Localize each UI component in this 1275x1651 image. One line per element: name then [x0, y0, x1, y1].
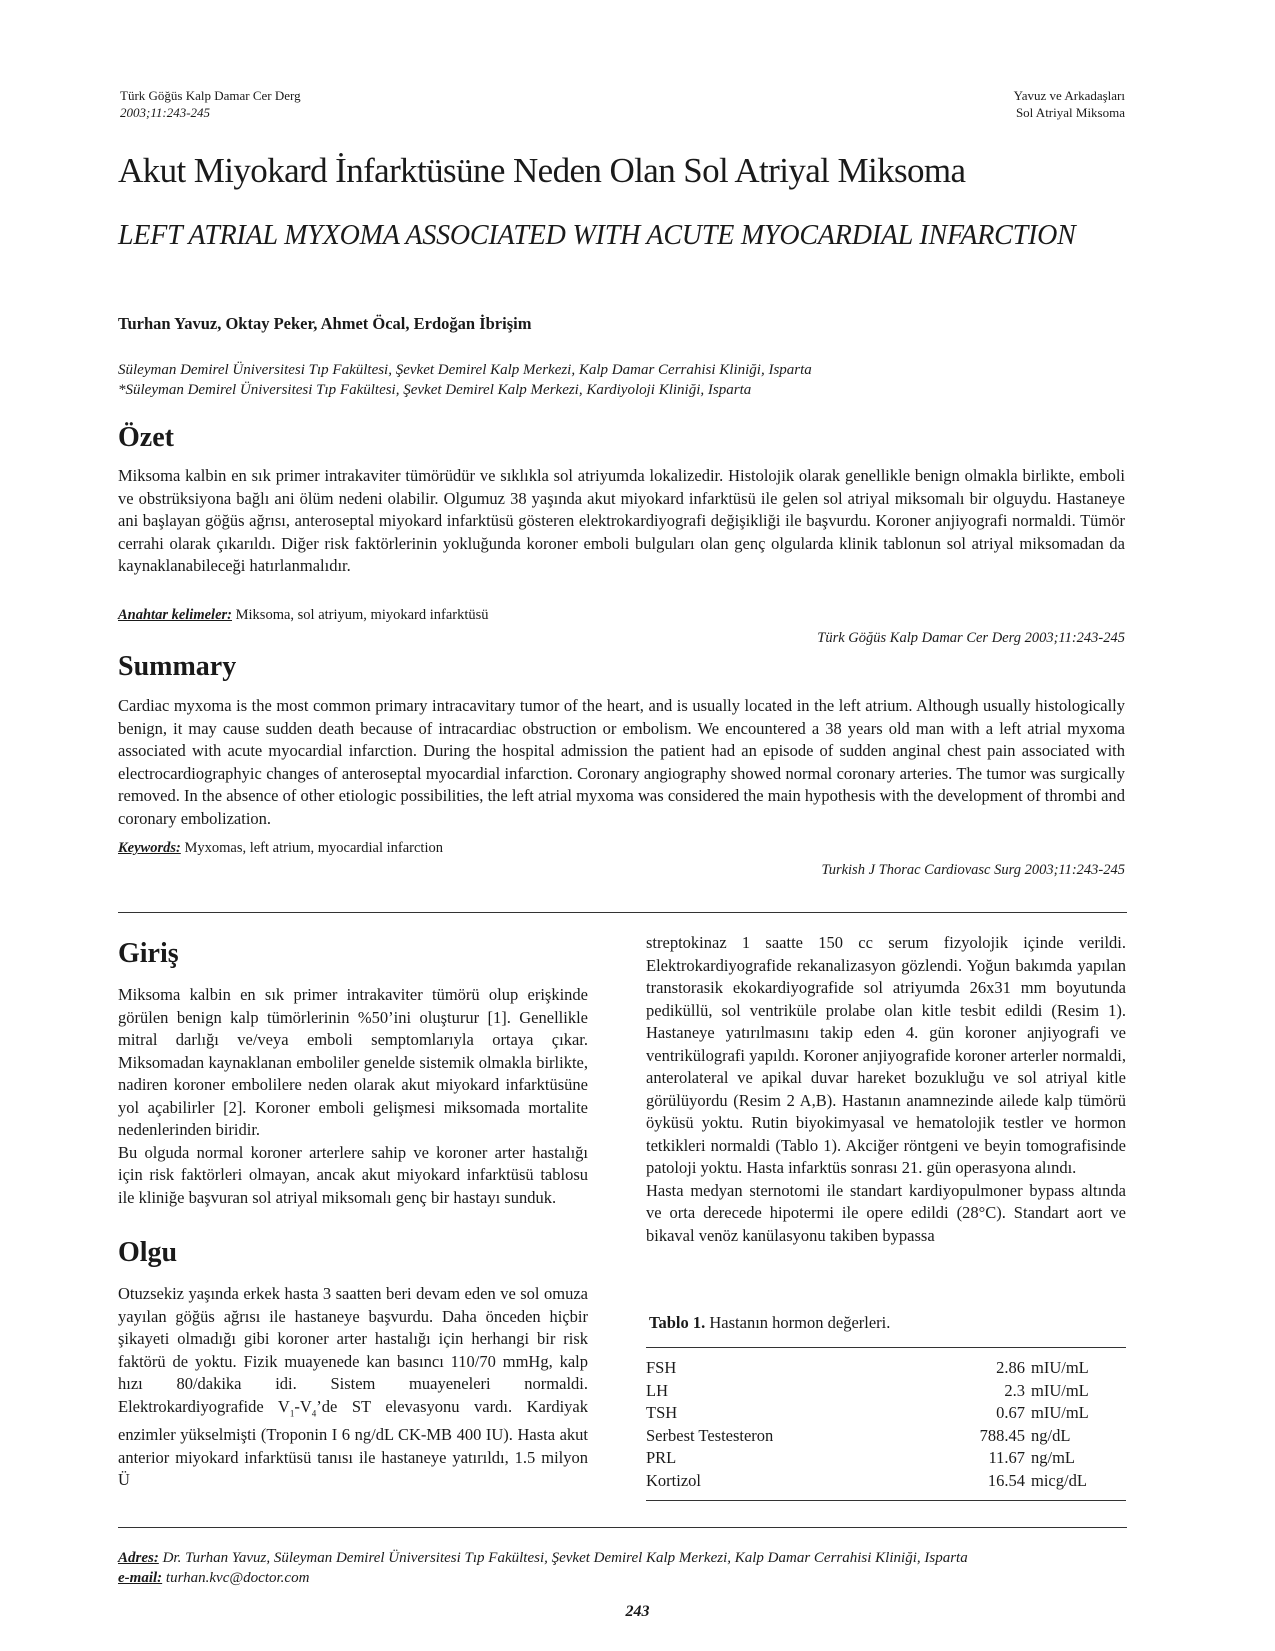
ozet-text: Miksoma kalbin en sık primer intrakaviter tümörüdür ve sıklıkla sol atriyumda lokalizedir. Histolojik olarak genellikle benign olmakla birlikte, emboli ve obstrüksiyona bağlı ani ölüm nedeni olabilir. Olgumuz 38 yaşında akut miyokard infarktüsü ile gelen sol atriyal miksomalı bir olguydu. Hastaneye ani başlayan göğüs ağrısı, anteroseptal miyokard infarktüsü gösteren elektrokardiyografi değişikliği ile başvurdu. Koroner anjiyografi normaldi. Tümör cerrahi olarak çıkarıldı. Diğer risk faktörlerinin yokluğunda koroner emboli bulguları olan genç olgularda klinik tablonun sol atriyal miksomadan da kaynaklanabileceği hatırlanmalıdır. — [118, 466, 1125, 575]
olgu-paragraph-3: Hasta medyan sternotomi ile standart kardiyopulmoner bypass altında ve orta derecede hipotermi ile opere edildi (28°C). Standart aort ve bikaval venöz kanülasyonu takiben bypassa — [646, 1180, 1126, 1245]
authors-short: Yavuz ve Arkadaşları — [1013, 88, 1125, 103]
address-label: Adres: — [118, 1550, 159, 1566]
table-cell-value: 2.3 — [1004, 1380, 1025, 1400]
keywords-value: Myxomas, left atrium, myocardial infarction — [184, 840, 443, 856]
table-row — [646, 1470, 1126, 1493]
ozet-heading: Özet — [118, 422, 174, 453]
footer-divider — [118, 1527, 1127, 1528]
table-cell-name: FSH — [646, 1358, 677, 1377]
table-cell-value: 0.67 — [996, 1403, 1025, 1422]
table-cell-value: 788.45 — [979, 1425, 1025, 1445]
olgu-paragraph-1: Otuzsekiz yaşında erkek hasta 3 saatten beri devam eden ve sol omuza yayılan göğüs ağrısı ile hastaneye başvurdu. Daha önceden hiçbir şikayeti olmadığı gibi koroner arter hastalığı için herhangi bir risk faktörü de yoktu. Fizik muayenede kan basıncı 110/70 mmHg, kalp hızı 80/dakika idi. Sistem muayeneleri normaldi. Elektrokardiyografide $V_1-V_4’de$ ST elevasyonu vardı. Kardiyak enzimler yükselmişti (Troponin I 6 ng/dL CK-MB 400 IU). Hasta akut anterior miyokard infarktüsü tanısı ile hastaneye yatırıldı, 1.5 milyon Ü — [118, 1284, 588, 1490]
table-cell-value: 2.86 — [996, 1358, 1025, 1377]
ozet-keywords — [118, 607, 489, 624]
journal-volume: 2003;11:243-245 — [120, 105, 211, 120]
table-cell-name: Kortizol — [646, 1470, 701, 1490]
table-cell-value: 11.67 — [988, 1448, 1025, 1467]
keywords-value: Miksoma, sol atriyum, miyokard infarktüsü — [235, 607, 489, 623]
running-header-left — [120, 87, 301, 121]
table-row — [646, 1425, 1126, 1448]
table-cell-name: Serbest Testesteron — [646, 1425, 774, 1445]
table-row — [646, 1447, 1126, 1470]
address-line — [118, 1548, 1128, 1568]
table-row — [646, 1402, 1126, 1425]
table-cell-unit: mIU/mL — [1031, 1403, 1089, 1422]
table-cell-value: 16.54 — [987, 1470, 1025, 1490]
table-cell-name: TSH — [646, 1403, 678, 1422]
email-label: e-mail: — [118, 1570, 163, 1586]
table-cell-unit: mIU/mL — [1031, 1358, 1089, 1377]
table-cell-name: LH — [646, 1380, 668, 1400]
olgu-paragraph-2: streptokinaz 1 saatte 150 cc serum fizyolojik içinde verildi. Elektrokardiyografide rekanalizasyon gözlendi. Yoğun bakımda yapılan transtorasik ekokardiyografide sol atriyumda 26x31 mm boyutunda pediküllü, sol ventriküle prolabe olan kitle tesbit edildi (Resim 1). Hastaneye yatırılmasını takip eden 4. gün koroner anjiyografi ve ventrikülografi yapıldı. Koroner anjiyografide koroner arterler normaldi, anterolateral ve apikal duvar hareket bozukluğu ve sol atriyal kitle görülüyordu (Resim 2 A,B). Hastanın anamnezinde ailede kalp tümörü öyküsü yoktu. Rutin biyokimyasal ve hematolojik testler ve hormon tetkikleri normaldi (Tablo 1). Akciğer röntgeni ve beyin tomografisinde patoloji yoktu. Hasta infarktüs sonrası 21. gün operasyona alındı. — [646, 933, 1126, 1177]
table-row — [646, 1357, 1126, 1380]
table-cell-unit: mIU/mL — [1031, 1380, 1089, 1400]
affiliations — [118, 360, 1128, 400]
left-column — [118, 938, 588, 1492]
ozet-citation: Türk Göğüs Kalp Damar Cer Derg 2003;11:243-245 — [817, 630, 1125, 646]
summary-text: Cardiac myxoma is the most common primary intracavitary tumor of the heart, and is usually located in the left atrium. Although usually histologically benign, it may cause sudden death because of intracardiac obstruction or embolism. We encountered a 38 years old man with a left atrial myxoma associated with acute myocardial infarction. During the hospital admission the patient had an episode of sudden anginal chest pain associated with electrocardiographyic changes of anteroseptal myocardial infarction. Coronary angiography showed normal coronary arteries. The tumor was surgically removed. In the absence of other etiologic possibilities, the left atrial myxoma was considered the main hypothesis with the development of thrombi and coronary embolization. — [118, 696, 1125, 828]
table-cell-unit: ng/dL — [1031, 1425, 1071, 1445]
email-line — [118, 1568, 1128, 1588]
right-column — [646, 932, 1126, 1247]
table-caption — [646, 1313, 1126, 1333]
keywords-label: Keywords: — [118, 840, 181, 856]
table-cell-name: PRL — [646, 1448, 677, 1467]
summary-keywords — [118, 840, 443, 857]
table-cell-unit: micg/dL — [1031, 1470, 1087, 1490]
email-address[interactable]: turhan.kvc@doctor.com — [165, 1570, 310, 1586]
table-1 — [646, 1313, 1126, 1501]
article-title: Akut Miyokard İnfarktüsüne Neden Olan Sol Atriyal Miksoma — [118, 151, 966, 190]
giris-paragraph-1: Miksoma kalbin en sık primer intrakaviter tümörü olup erişkinde görülen benign kalp tümörlerinin %50’ini oluşturur [1]. Genellikle mitral darlığı ve/veya emboli semptomlarıyla ortaya çıkar. Miksomadan kaynaklanan emboliler genelde sistemik olmakla birlikte, nadiren koroner embolilere neden olarak akut miyokard infarktüsüne yol açabilirler [2]. Koroner emboli gelişmesi miksomada mortalite nedenlerinden biridir. — [118, 985, 588, 1139]
page-number: 243 — [625, 1603, 650, 1620]
summary-heading: Summary — [118, 651, 237, 682]
author-list: Turhan Yavuz, Oktay Peker, Ahmet Öcal, Erdoğan İbrişim — [118, 314, 532, 333]
journal-name: Türk Göğüs Kalp Damar Cer Derg — [120, 88, 301, 103]
keywords-label: Anahtar kelimeler: — [118, 607, 232, 623]
article-title-english: LEFT ATRIAL MYXOMA ASSOCIATED WITH ACUTE MYOCARDIAL INFARCTION — [118, 220, 1076, 251]
summary-citation: Turkish J Thorac Cardiovasc Surg 2003;11:243-245 — [821, 862, 1125, 878]
affiliation-1: Süleyman Demirel Üniversitesi Tıp Fakültesi, Şevket Demirel Kalp Merkezi, Kalp Damar Cerrahisi Kliniği, Isparta — [118, 362, 812, 378]
short-title: Sol Atriyal Miksoma — [1015, 105, 1125, 120]
table-row — [646, 1380, 1126, 1403]
section-divider — [118, 912, 1127, 913]
olgu-heading: Olgu — [118, 1237, 178, 1268]
giris-paragraph-2: Bu olguda normal koroner arterlere sahip ve koroner arter hastalığı için risk faktörleri olmayan, ancak akut miyokard infarktüsü tablosu ile kliniğe başvuran sol atriyal miksomalı genç bir hastayı sunduk. — [118, 1142, 588, 1207]
giris-heading: Giriş — [118, 938, 179, 969]
correspondence — [118, 1548, 1128, 1588]
address-text: Dr. Turhan Yavuz, Süleyman Demirel Üniversitesi Tıp Fakültesi, Şevket Demirel Kalp Merkezi, Kalp Damar Cerrahisi Kliniği, Isparta — [162, 1550, 968, 1566]
running-header-right — [1014, 87, 1125, 121]
table-caption-text: Hastanın hormon değerleri. — [709, 1313, 891, 1332]
table-label: Tablo 1. — [649, 1313, 706, 1332]
hormone-table — [646, 1357, 1126, 1492]
table-top-rule — [646, 1347, 1126, 1348]
affiliation-2: *Süleyman Demirel Üniversitesi Tıp Fakültesi, Şevket Demirel Kalp Merkezi, Kardiyoloji Kliniği, Isparta — [118, 382, 752, 398]
table-cell-unit: ng/mL — [1031, 1448, 1075, 1467]
table-bottom-rule — [646, 1500, 1126, 1501]
